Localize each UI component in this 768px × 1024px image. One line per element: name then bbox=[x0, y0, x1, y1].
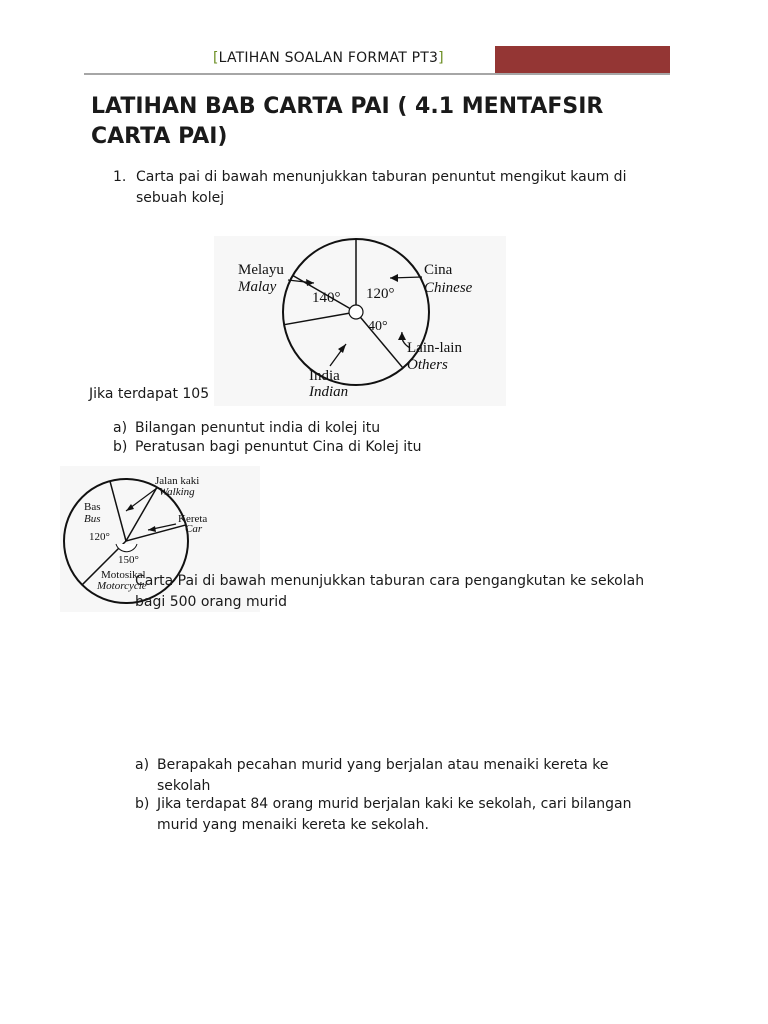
label-walking: Walking bbox=[159, 486, 195, 498]
pie2-slice-boundary-3 bbox=[126, 487, 157, 541]
label-melayu: Melayu bbox=[238, 262, 284, 278]
label-motosikal: Motosikal bbox=[101, 569, 146, 581]
question-1-condition: Jika terdapat 105 bbox=[89, 386, 210, 402]
pie2-slice-boundary-2 bbox=[110, 481, 126, 541]
arrow-lainlain-head bbox=[398, 332, 406, 340]
arrow-jalan-head bbox=[126, 504, 134, 511]
pie-chart-race bbox=[214, 236, 506, 406]
angle-label-120: 120° bbox=[366, 286, 395, 302]
page-title: LATIHAN BAB CARTA PAI ( 4.1 MENTAFSIR CARTA PAI) bbox=[91, 94, 604, 149]
header-label: LATIHAN SOALAN FORMAT PT3 bbox=[218, 50, 439, 66]
q1-sub-a-label: a) bbox=[113, 420, 128, 436]
arrow-cina-head bbox=[390, 274, 398, 282]
angle-label-140: 140° bbox=[312, 290, 341, 306]
q1-sub-b-text: Peratusan bagi penuntut Cina di Kolej itu bbox=[135, 439, 422, 455]
label-chinese: Chinese bbox=[424, 280, 473, 296]
q1-sub-a-text: Bilangan penuntut india di kolej itu bbox=[135, 420, 381, 436]
question-2-text: Carta Pai di bawah menunjukkan taburan cara pengangkutan ke sekolah bagi 500 orang murid bbox=[135, 573, 645, 610]
question-1-number: 1. bbox=[113, 169, 127, 185]
question-1-text: Carta pai di bawah menunjukkan taburan penuntut mengikut kaum di sebuah kolej bbox=[136, 169, 627, 206]
q2-sub-a-label: a) bbox=[135, 757, 150, 773]
question-1 bbox=[113, 167, 673, 209]
label-car: Car bbox=[185, 523, 203, 535]
question-1-subparts bbox=[113, 418, 563, 458]
label-malay: Malay bbox=[238, 279, 277, 295]
arrow-kereta-head bbox=[148, 526, 156, 532]
label-bus: Bus bbox=[84, 513, 101, 525]
header-divider bbox=[84, 73, 670, 75]
header-title bbox=[213, 50, 444, 66]
label-indian: Indian bbox=[309, 384, 349, 400]
q2-sub-b bbox=[135, 794, 655, 836]
label-india: India bbox=[309, 368, 340, 384]
angle-label-150: 150° bbox=[118, 554, 139, 566]
angle-label-40: 40° bbox=[368, 319, 388, 334]
pie2-slice-boundary-4 bbox=[126, 525, 186, 541]
angle-label-120: 120° bbox=[89, 531, 110, 543]
q2-sub-b-text: Jika terdapat 84 orang murid berjalan kaki ke sekolah, cari bilangan murid yang menaiki kereta ke sekolah. bbox=[157, 796, 632, 833]
label-bas: Bas bbox=[84, 501, 101, 513]
header-accent-block bbox=[495, 46, 670, 74]
pie-chart-race-svg bbox=[214, 236, 506, 406]
header-bracket-open: [ bbox=[213, 50, 219, 66]
label-kereta: Kereta bbox=[178, 513, 208, 525]
label-others: Others bbox=[407, 357, 448, 373]
q2-sub-b-label: b) bbox=[135, 796, 150, 812]
q2-sub-a bbox=[135, 755, 655, 797]
pie1-center bbox=[349, 305, 363, 319]
label-cina: Cina bbox=[424, 262, 453, 278]
q1-sub-b-label: b) bbox=[113, 439, 128, 455]
label-motorcycle: Motorcycle bbox=[97, 580, 147, 592]
header-bracket-close: ] bbox=[438, 50, 444, 66]
label-jalan-kaki: Jalan kaki bbox=[155, 475, 200, 487]
arrow-india-head bbox=[338, 344, 346, 353]
q2-sub-a-text: Berapakah pecahan murid yang berjalan atau menaiki kereta ke sekolah bbox=[157, 757, 609, 794]
pie2-center-arc bbox=[116, 544, 137, 552]
label-lainlain: Lain-lain bbox=[407, 340, 462, 356]
pie1-slice-boundary-3 bbox=[284, 312, 356, 325]
